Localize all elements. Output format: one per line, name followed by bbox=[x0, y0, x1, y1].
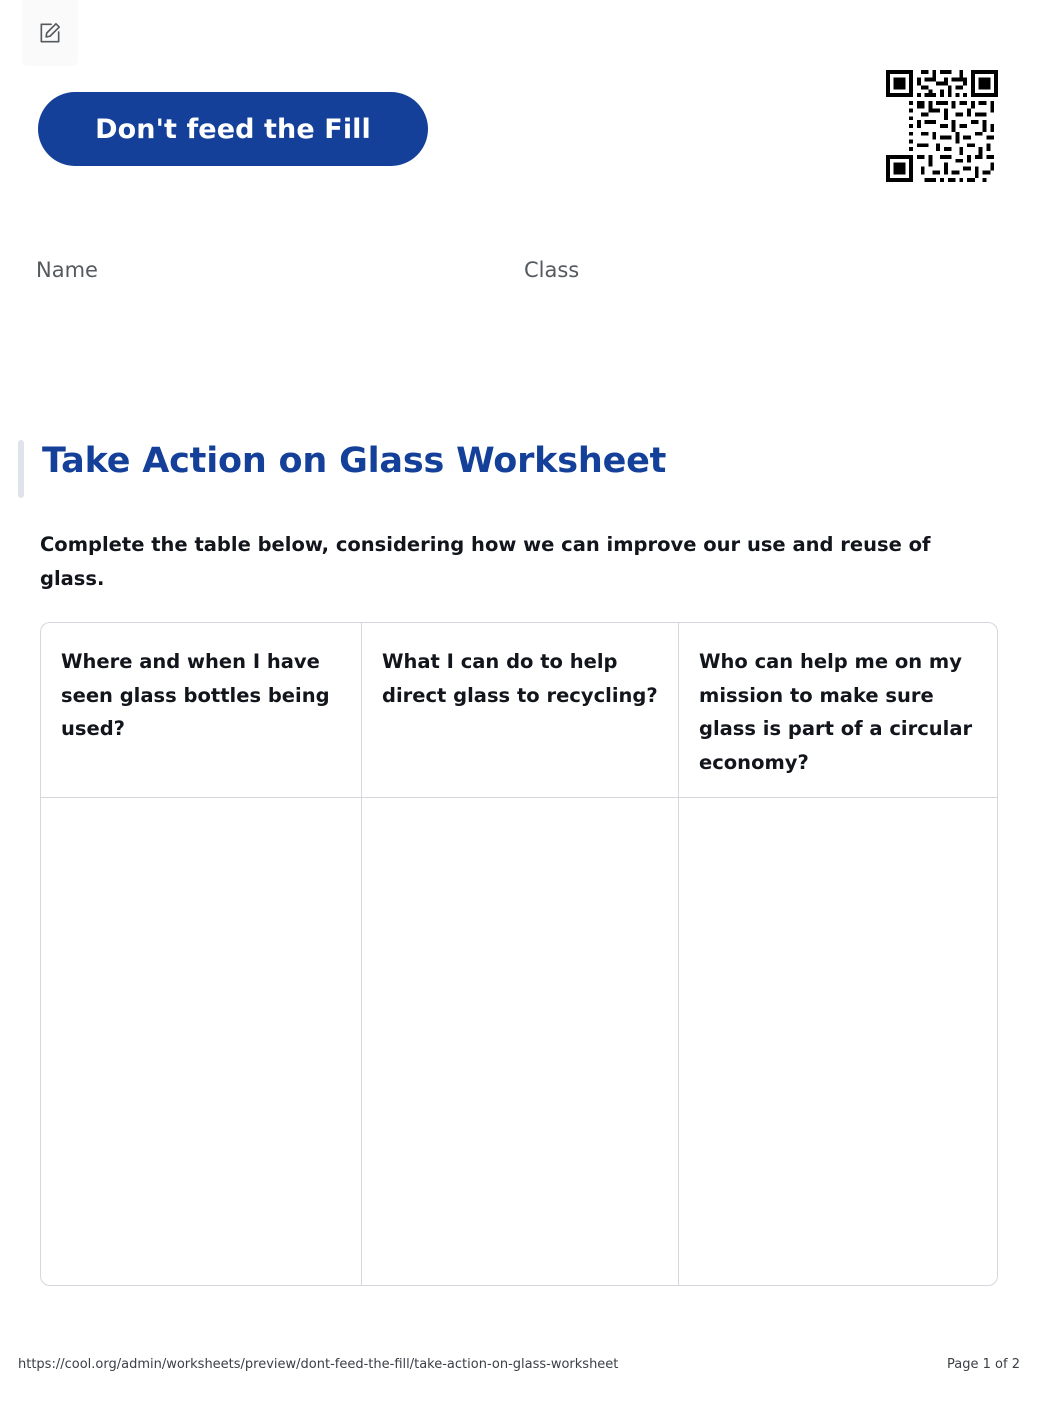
table-header-cell: Who can help me on my mission to make sure glass is part of a circular economy? bbox=[699, 650, 973, 774]
page-footer bbox=[0, 1357, 1038, 1372]
instructions-text: Complete the table below, considering how we can improve our use and reuse of glass. bbox=[40, 533, 931, 591]
page-title bbox=[18, 440, 998, 498]
qr-code-icon bbox=[886, 70, 998, 182]
footer-url: https://cool.org/admin/worksheets/preview/dont-feed-the-fill/take-action-on-glass-worksheet bbox=[18, 1357, 619, 1372]
page-title-text: Take Action on Glass Worksheet bbox=[42, 441, 667, 481]
class-field-label: Class bbox=[524, 258, 580, 282]
table-header-cell: Where and when I have seen glass bottles being used? bbox=[41, 623, 362, 797]
table-header-row bbox=[41, 623, 997, 798]
table-answer-cell[interactable] bbox=[362, 798, 679, 1285]
edit-icon-button[interactable] bbox=[22, 0, 78, 66]
brand-pill-label: Don't feed the Fill bbox=[95, 113, 371, 145]
table-answer-cell[interactable] bbox=[679, 798, 997, 1285]
table-row bbox=[41, 798, 997, 1285]
name-field-label: Name bbox=[36, 258, 98, 282]
student-fields-row bbox=[36, 258, 996, 282]
edit-pencil-square-icon bbox=[37, 20, 63, 46]
brand-pill bbox=[38, 92, 428, 166]
worksheet-table bbox=[40, 622, 998, 1286]
footer-page-number: Page 1 of 2 bbox=[947, 1357, 1020, 1372]
table-header-cell: What I can do to help direct glass to recycling? bbox=[362, 623, 679, 797]
table-answer-cell[interactable] bbox=[41, 798, 362, 1285]
title-accent-bar bbox=[18, 440, 24, 498]
